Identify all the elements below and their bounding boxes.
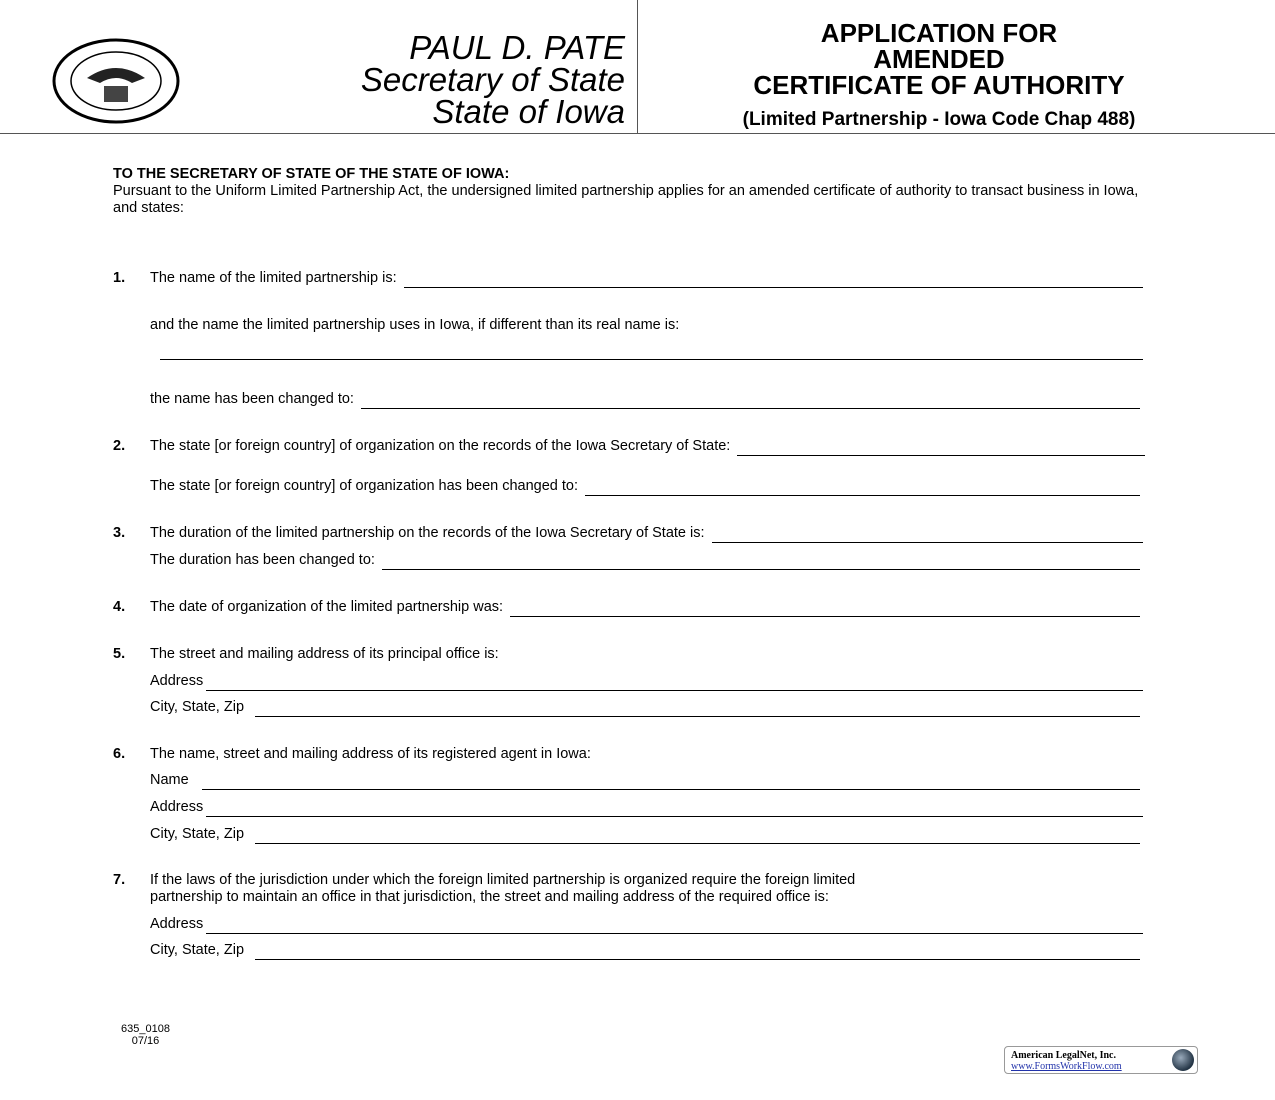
field-label: City, State, Zip [150,942,245,958]
addressee: TO THE SECRETARY OF STATE OF THE STATE OF IOWA: [113,166,510,182]
brand-name: American LegalNet, Inc. [1011,1050,1116,1061]
principal-address-field[interactable] [206,689,1143,691]
state-of-organization-field[interactable] [737,454,1145,456]
changed-duration-field[interactable] [382,568,1140,570]
form-title [640,20,1238,98]
globe-icon [1172,1049,1194,1071]
iowa-seal-logo [52,38,180,124]
form-number: 635_0108 [121,1023,170,1035]
secretary-name: PAUL D. PATE [409,29,625,66]
field-label: Address [150,673,204,689]
field-label: the name has been changed to: [150,391,354,407]
item-number: 1. [113,270,126,286]
item-number: 7. [113,872,126,888]
field-label: The street and mailing address of its principal office is: [150,646,499,662]
field-label: If the laws of the jurisdiction under which the foreign limited partnership is organized require the foreign limited [150,872,856,888]
header-rule [0,133,1275,134]
field-label: The duration has been changed to: [150,552,375,568]
item-number: 2. [113,438,126,454]
header-divider [637,0,638,133]
field-label: The name, street and mailing address of its registered agent in Iowa: [150,746,591,762]
agent-city-field[interactable] [255,842,1140,844]
field-label: Name [150,772,189,788]
principal-city-field[interactable] [255,715,1140,717]
intro-text: Pursuant to the Uniform Limited Partnership Act, the undersigned limited partnership applies for an amended certificate of authority to transact business in Iowa, and states: [113,183,1139,216]
form-code [121,1023,170,1047]
state-name: State of Iowa [432,93,625,130]
office-title: Secretary of State [360,61,625,98]
field-label: The name of the limited partnership is: [150,270,397,286]
intro [113,166,1153,217]
organization-date-field[interactable] [510,615,1140,617]
item-number: 4. [113,599,126,615]
secretary-block [360,29,625,130]
field-label: Address [150,799,204,815]
changed-name-field[interactable] [361,407,1140,409]
field-label: The duration of the limited partnership on the records of the Iowa Secretary of State is: [150,525,705,541]
field-label: City, State, Zip [150,826,245,842]
field-label: The state [or foreign country] of organization has been changed to: [150,478,579,494]
field-label: Address [150,916,204,932]
form-date: 07/16 [131,1035,160,1047]
iowa-name-field[interactable] [160,358,1143,360]
item-number: 5. [113,646,126,662]
jurisdiction-city-field[interactable] [255,958,1140,960]
title-line: APPLICATION FOR [820,18,1058,48]
agent-address-field[interactable] [206,815,1143,817]
changed-state-field[interactable] [585,494,1140,496]
partnership-name-field[interactable] [404,286,1143,288]
brand-badge[interactable] [1004,1046,1198,1074]
brand-link[interactable]: www.FormsWorkFlow.com [1011,1061,1122,1072]
title-line: CERTIFICATE OF AUTHORITY [753,70,1125,100]
field-label: and the name the limited partnership uses in Iowa, if different than its real name is: [150,317,680,333]
duration-field[interactable] [712,541,1143,543]
field-label: The date of organization of the limited partnership was: [150,599,504,615]
field-label: City, State, Zip [150,699,245,715]
jurisdiction-address-field[interactable] [206,932,1143,934]
form-subtitle: (Limited Partnership - Iowa Code Chap 488) [742,109,1136,130]
field-label: The state [or foreign country] of organization on the records of the Iowa Secretary of State: [150,438,731,454]
title-line: AMENDED [873,44,1005,74]
field-label: partnership to maintain an office in that jurisdiction, the street and mailing address of the required office is: [150,889,829,905]
item-number: 6. [113,746,126,762]
agent-name-field[interactable] [202,788,1140,790]
item-number: 3. [113,525,126,541]
